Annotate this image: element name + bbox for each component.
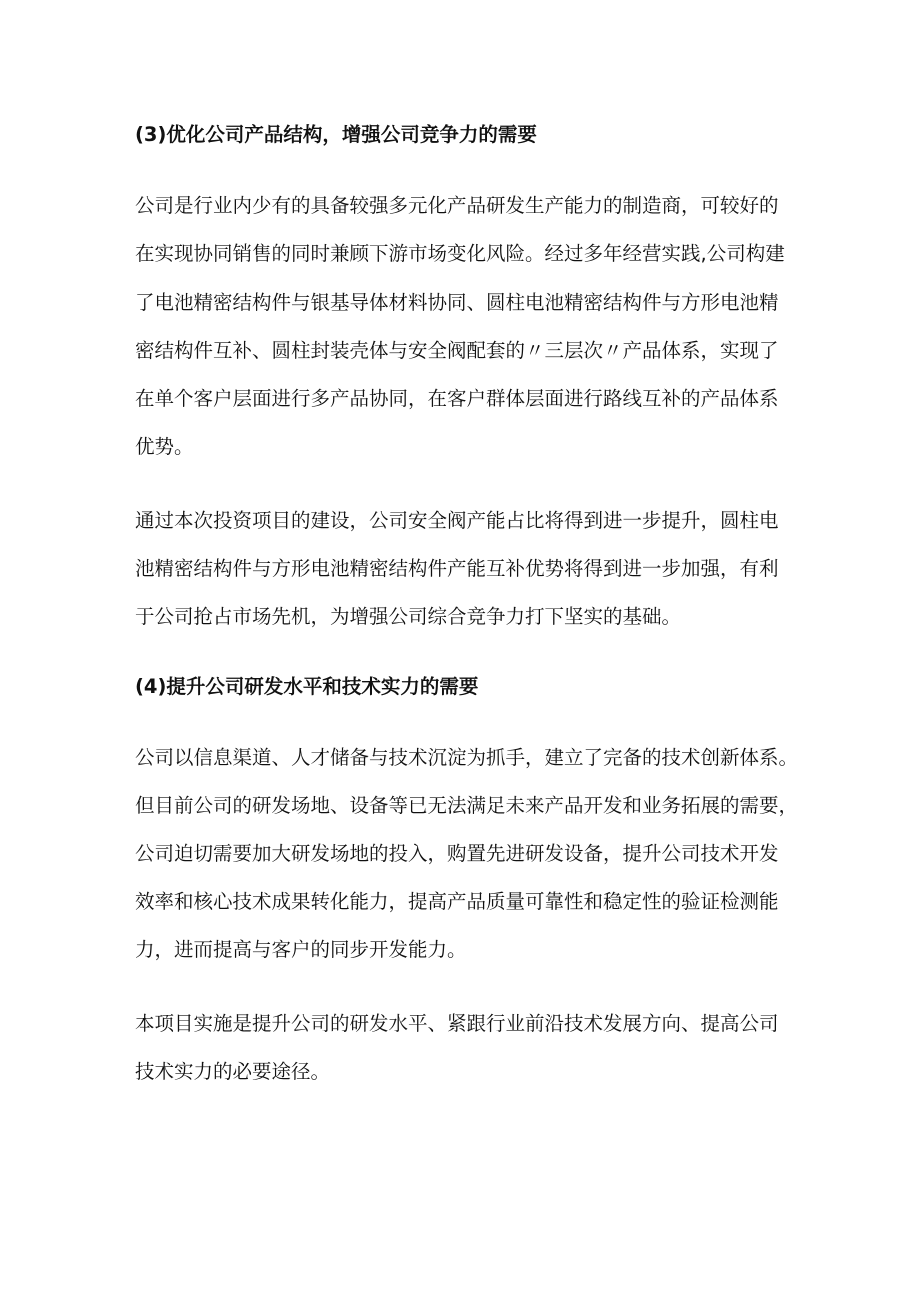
paragraph-line: 但目前公司的研发场地、设备等已无法满足未来产品开发和业务拓展的需要， [135, 794, 799, 817]
paragraph-line: 在实现协同销售的同时兼顾下游市场变化风险。经过多年经营实践,公司构建 [135, 242, 785, 265]
paragraph-line: 公司是行业内少有的具备较强多元化产品研发生产能力的制造商，可较好的 [135, 194, 779, 217]
paragraph-line: 池精密结构件与方形电池精密结构件产能互补优势将得到进一步加强，有利 [135, 557, 779, 580]
paragraph-line: 在单个客户层面进行多产品协同，在客户群体层面进行路线互补的产品体系 [135, 387, 779, 410]
paragraph-line: 力，进而提高与客户的同步开发能力。 [135, 938, 467, 961]
paragraph-line: 效率和核心技术成果转化能力，提高产品质量可靠性和稳定性的验证检测能 [135, 890, 779, 913]
section-4-heading: (4)提升公司研发水平和技术实力的需要 [135, 675, 479, 698]
paragraph-line: 技术实力的必要途径。 [135, 1060, 331, 1083]
paragraph-line: 优势。 [135, 435, 194, 458]
paragraph-line: 密结构件互补、圆柱封装壳体与安全阀配套的〃三层次〃产品体系，实现了 [135, 339, 779, 362]
paragraph-line: 通过本次投资项目的建设，公司安全阀产能占比将得到进一步提升，圆柱电 [135, 509, 779, 532]
section-3-heading: (3)优化公司产品结构，增强公司竞争力的需要 [135, 123, 537, 146]
paragraph-line: 本项目实施是提升公司的研发水平、紧跟行业前沿技术发展方向、提高公司 [135, 1012, 779, 1035]
paragraph-line: 于公司抢占市场先机，为增强公司综合竞争力打下坚实的基础。 [135, 605, 682, 628]
paragraph-line: 公司以信息渠道、人才储备与技术沉淀为抓手，建立了完备的技术创新体系。 [135, 746, 799, 769]
paragraph-line: 公司迫切需要加大研发场地的投入，购置先进研发设备，提升公司技术开发 [135, 842, 779, 865]
paragraph-line: 了电池精密结构件与银基导体材料协同、圆柱电池精密结构件与方形电池精 [135, 291, 779, 314]
